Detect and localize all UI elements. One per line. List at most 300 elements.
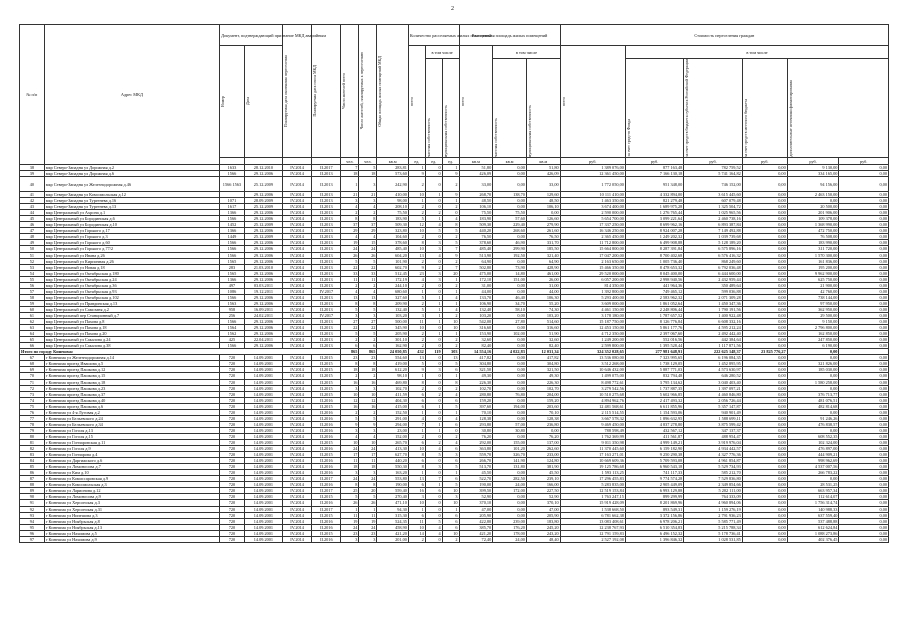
cell-cost-total: 2 163 650,00	[560, 258, 625, 264]
cell-cert-date: 14.09.2001	[244, 409, 282, 415]
cell-region: 6 444 600,00	[684, 270, 742, 276]
cell-area: 509,30	[377, 222, 408, 228]
cell-address: г Кинешма ул Комиссаровская д.9	[44, 476, 219, 482]
cell-region: 1 028 531,85	[684, 536, 742, 542]
cell-planned-completion: IV.2014	[283, 288, 312, 294]
cell-area-municipal: 321,40	[526, 252, 560, 258]
cell-rooms-total: 8	[408, 379, 425, 385]
cell-planned-completion: IV.2014	[283, 198, 312, 204]
cell-cost-total: 5 293 400,00	[560, 294, 625, 300]
cell-planned-completion: IV.2014	[283, 355, 312, 361]
cell-fund: 4 837 278,80	[625, 421, 683, 427]
cell-extra: 0,00	[787, 427, 839, 433]
cell-local: 0,00	[742, 470, 787, 476]
cell-region: 4 460 846,80	[684, 391, 742, 397]
cell-extra: 0,00	[787, 409, 839, 415]
cell-address: мкр Центральный ул Октябрьская д.24	[44, 276, 219, 282]
table-header	[20, 25, 889, 165]
cell-rooms-total: 5	[408, 306, 425, 312]
cell-planned-completion: IV.2014	[283, 500, 312, 506]
cell-cost-total: 2 599 800,00	[560, 343, 625, 349]
cell-cert-number: 720	[220, 458, 245, 464]
cell-residents: 33	[341, 270, 359, 276]
cell-address: мкр Центральный ул Правдинская д.13	[44, 300, 219, 306]
cell-region: 2 460 738,16	[684, 216, 742, 222]
cell-area-total: 542,00	[459, 319, 493, 325]
cell-fund: 6 496 152,32	[625, 530, 683, 536]
cell-local: 0,00	[742, 506, 787, 512]
cell-planned-demolition: II.2015	[312, 355, 341, 361]
cell-area: 327,60	[377, 294, 408, 300]
unit-blank	[220, 157, 245, 164]
cell-area-municipal: 76,50	[526, 234, 560, 240]
header-residents: Число жителей всего	[341, 25, 359, 158]
cell-rooms-municipal: 2	[442, 282, 459, 288]
cell-extra: 612 624,84	[787, 524, 839, 530]
cell-area-total: 72,40	[459, 536, 493, 542]
cell-residents-planned: 11	[359, 512, 377, 518]
cell-rooms-municipal: 10	[442, 319, 459, 325]
cell-number: 50	[20, 246, 45, 252]
cell-residents-planned: 3	[359, 177, 377, 192]
cell-rooms-total: 12	[408, 222, 425, 228]
cell-cost-total: 814 350,00	[560, 282, 625, 288]
cell-area-total: 133,70	[459, 294, 493, 300]
cell-cert-number: 720	[220, 415, 245, 421]
cell-rooms-municipal: 5	[442, 464, 459, 470]
unit-rub: руб.	[787, 157, 839, 164]
cell-area-municipal: 166,00	[526, 482, 560, 488]
cell-cost-total: 17 337 250,00	[560, 222, 625, 228]
cell-area-private: 0,00	[493, 433, 527, 439]
cell-region: 4 327 776,36	[684, 452, 742, 458]
cell-rooms-total: 1	[408, 470, 425, 476]
cell-planned-completion: IV.2014	[283, 367, 312, 373]
cell-rooms-municipal: 2	[442, 337, 459, 343]
cell-fund: 899 299,99	[625, 494, 683, 500]
cell-region: 1 039 739,68	[684, 234, 742, 240]
cell-region: 4 960 894,06	[684, 500, 742, 506]
cell-planned-completion: IV.2014	[283, 379, 312, 385]
cell-cost-total: 10 510 275,68	[560, 391, 625, 397]
cell-planned-completion: IV.2014	[283, 427, 312, 433]
cell-cert-number: 497	[220, 282, 245, 288]
cell-area-private: 0,00	[493, 385, 527, 391]
cell-number: 48	[20, 234, 45, 240]
cell-area: 201,00	[377, 536, 408, 542]
cell-rooms-total: 2	[408, 433, 425, 439]
cell-local: 0,00	[742, 373, 787, 379]
cell-address: мкр Центральный ул Горького д.3	[44, 234, 219, 240]
cell-fund: 7 323 995,65	[625, 355, 683, 361]
cell-cert-number: 1566	[220, 319, 245, 325]
cell-area: 270,40	[377, 494, 408, 500]
cell-residents: 4	[341, 204, 359, 210]
cell-residents-planned: 24	[359, 246, 377, 252]
cell-rooms-total: 6	[408, 439, 425, 445]
cell-local: 0,00	[742, 367, 787, 373]
cell-rooms-private: 0	[425, 506, 442, 512]
cell-area: 485,40	[377, 246, 408, 252]
cell-cost-total: 1 593 113,25	[560, 470, 625, 476]
cell-area: 512,45	[377, 270, 408, 276]
cell-cert-date: 29.12.2006	[244, 294, 282, 300]
cell-number: 84	[20, 458, 45, 464]
cell-rooms-private: 0	[425, 164, 442, 170]
cell-rooms-private: 0	[425, 204, 442, 210]
cell-area-municipal: 47,00	[526, 506, 560, 512]
cell-cost-total: 4 894 962,76	[560, 397, 625, 403]
cell-planned-completion: IV.2014	[283, 264, 312, 270]
cell-rooms-total: 9	[408, 264, 425, 270]
cell-fund: 2 998 940,56	[625, 276, 683, 282]
cell-residents: 3	[341, 313, 359, 319]
cell-extra2: 0,00	[839, 494, 889, 500]
cell-rooms-private: 0	[425, 373, 442, 379]
cell-area: 612,20	[377, 367, 408, 373]
cell-fund: 8 924 007,28	[625, 228, 683, 234]
cell-number: 73	[20, 391, 45, 397]
cell-residents-planned: 13	[359, 294, 377, 300]
cell-residents-planned: 2	[359, 373, 377, 379]
cell-local: 0,00	[742, 337, 787, 343]
cell-area-private: 75,50	[493, 210, 527, 216]
cell-residents: 4	[341, 433, 359, 439]
cell-area-private: 282,50	[493, 476, 527, 482]
cell-rooms-total: 2	[408, 210, 425, 216]
cell-cost-total: 10 111 410,00	[560, 192, 625, 198]
cell-extra2: 0,00	[839, 198, 889, 204]
cell-area-total: 159,20	[459, 397, 493, 403]
cell-local: 0,00	[742, 258, 787, 264]
cell-cert-date: 14.09.2001	[244, 458, 282, 464]
cell-cert-number: 1617	[220, 204, 245, 210]
cell-planned-completion: IV.2014	[283, 530, 312, 536]
cell-residents: 26	[341, 500, 359, 506]
cell-cert-number: 283	[220, 264, 245, 270]
cell-planned-completion: IV.2014	[283, 421, 312, 427]
cell-rooms-private: 1	[425, 192, 442, 198]
cell-extra: 738 144,00	[787, 294, 839, 300]
cell-planned-completion: IV.2014	[283, 276, 312, 282]
cell-number: 97	[20, 536, 45, 542]
cell-extra2: 0,00	[839, 385, 889, 391]
cell-fund: 6 611 855,96	[625, 403, 683, 409]
cell-planned-completion: IV.2014	[283, 258, 312, 264]
cell-address: мкр Северо-Западня ул Железнодорожная д.46	[44, 177, 219, 192]
cell-region: 5 202 111,00	[684, 488, 742, 494]
cell-extra2: 0,00	[839, 355, 889, 361]
cell-fund: 1 737 887,35	[625, 385, 683, 391]
cell-local: 0,00	[742, 421, 787, 427]
cell-extra2: 0,00	[839, 452, 889, 458]
cell-fund: 2 583 962,32	[625, 294, 683, 300]
cell-local: 0,00	[742, 494, 787, 500]
cell-area-municipal: 48,40	[526, 536, 560, 542]
cell-area: 209,90	[377, 300, 408, 306]
total-area: 24 050,85	[377, 349, 408, 355]
cell-address: г Кинешма ул Ларионова д.12	[44, 488, 219, 494]
cell-cert-number: 425	[220, 337, 245, 343]
cell-residents-planned: 4	[359, 234, 377, 240]
cell-residents: 24	[341, 446, 359, 452]
cell-cert-number: 1565	[220, 270, 245, 276]
cell-residents: 19	[341, 240, 359, 246]
cell-area-private: 34,70	[493, 300, 527, 306]
cell-extra2: 0,00	[839, 439, 889, 445]
cell-region: 350 489,64	[684, 282, 742, 288]
cell-cost-total: 1 249 200,00	[560, 337, 625, 343]
cell-extra2: 0,00	[839, 240, 889, 246]
cell-address: г Кинешма ул Гоголя д.13	[44, 427, 219, 433]
total-municipal: 303	[442, 349, 459, 355]
cell-rooms-total: 2	[408, 177, 425, 192]
cell-rooms-total: 10	[408, 246, 425, 252]
cell-extra2: 0,00	[839, 464, 889, 470]
cell-rooms-municipal: 4	[442, 294, 459, 300]
cell-cert-date: 25.12.2009	[244, 177, 282, 192]
cell-extra2: 0,00	[839, 518, 889, 524]
cell-region: 4 595 212,24	[684, 325, 742, 331]
cell-extra: 402 376,45	[787, 536, 839, 542]
cell-fund: 1 787 657,52	[625, 313, 683, 319]
cell-fund: 5 861 177,76	[625, 325, 683, 331]
cell-area-municipal: 33,00	[526, 177, 560, 192]
cell-cert-number: 720	[220, 530, 245, 536]
cell-rooms-municipal: 1	[442, 373, 459, 379]
cell-area-municipal: 55,20	[526, 300, 560, 306]
cell-area-total: 31,00	[459, 282, 493, 288]
cell-rooms-private: 4	[425, 524, 442, 530]
cell-cost-total: 2 527 192,08	[560, 536, 625, 542]
unit-rub: руб.	[742, 157, 787, 164]
cell-local: 0,00	[742, 476, 787, 482]
cell-region: 6 576 416,32	[684, 252, 742, 258]
cell-area-total: 76,50	[459, 234, 493, 240]
cell-area-municipal: 52,90	[526, 494, 560, 500]
unit-rub: руб.	[560, 157, 625, 164]
cell-region: 6 893 387,84	[684, 222, 742, 228]
cell-local: 0,00	[742, 276, 787, 282]
cell-area: 413,30	[377, 446, 408, 452]
cell-number: 38	[20, 164, 45, 170]
cell-cert-number: 1071	[220, 198, 245, 204]
cell-cert-number: 1564	[220, 325, 245, 331]
cell-extra: 444 909,21	[787, 452, 839, 458]
cell-rooms-private: 0	[425, 361, 442, 367]
cell-rooms-municipal: 20	[442, 270, 459, 276]
cell-area: 101,90	[377, 258, 408, 264]
cell-address: г Кинешма проезд Пашкова д.23	[44, 385, 219, 391]
cell-region: 5 178 736,41	[684, 530, 742, 536]
cell-rooms-municipal: 1	[442, 288, 459, 294]
cell-address: мкр Центральный ул Ивана д.26	[44, 252, 219, 258]
cell-number: 94	[20, 518, 45, 524]
cell-area: 604,20	[377, 252, 408, 258]
cell-cert-date: 14.09.2001	[244, 373, 282, 379]
cell-rooms-municipal: 8	[442, 379, 459, 385]
cell-rooms-total: 10	[408, 192, 425, 198]
cell-rooms-total: 6	[408, 482, 425, 488]
table-body	[20, 164, 889, 542]
cell-planned-demolition: II.2013	[312, 258, 341, 264]
total-label: Итого по городу Кинешма:	[20, 349, 341, 355]
cell-cost-total: 2 590 000,00	[560, 210, 625, 216]
cell-area-municipal: 279,90	[526, 222, 560, 228]
header-area-in-number: в том числе	[493, 46, 560, 59]
cell-planned-demolition: IV.2017	[312, 288, 341, 294]
cell-area-total: 132,40	[459, 306, 493, 312]
cell-cert-date: 14.09.2001	[244, 439, 282, 445]
cell-residents: 8	[341, 482, 359, 488]
cell-planned-completion: IV.2014	[283, 177, 312, 192]
cell-area-municipal: 316,60	[526, 325, 560, 331]
cell-area-private: 58,10	[493, 306, 527, 312]
cell-region: 6 575 896,16	[684, 246, 742, 252]
cell-area: 244,10	[377, 282, 408, 288]
cell-residents: 23	[341, 530, 359, 536]
cell-local: 0,00	[742, 458, 787, 464]
cell-residents: 37	[341, 222, 359, 228]
cell-area-municipal: 51,90	[526, 331, 560, 337]
cell-rooms-municipal: 2	[442, 258, 459, 264]
cell-residents-planned: 10	[359, 439, 377, 445]
cell-residents: 5	[341, 415, 359, 421]
cell-rooms-private: 2	[425, 391, 442, 397]
cell-rooms-total: 9	[408, 367, 425, 373]
cell-extra: 102 324,00	[787, 439, 839, 445]
cell-rooms-private: 0	[425, 500, 442, 506]
cell-residents-planned: 24	[359, 476, 377, 482]
cell-planned-completion: IV.2014	[283, 337, 312, 343]
cell-extra2: 0,00	[839, 458, 889, 464]
cell-area-municipal: 48,50	[526, 198, 560, 204]
cell-planned-demolition: II.2013	[312, 270, 341, 276]
cell-residents-planned: 4	[359, 433, 377, 439]
cell-planned-completion: IV.2014	[283, 171, 312, 177]
cell-address: г Кинешма ул Ноябрьская д.13	[44, 524, 219, 530]
cell-area-municipal: 32,60	[526, 337, 560, 343]
cell-rooms-municipal: 0	[442, 210, 459, 216]
cell-area-total: 292,00	[459, 439, 493, 445]
cell-rooms-municipal: 6	[442, 518, 459, 524]
cell-planned-completion: IV.2014	[283, 270, 312, 276]
header-planned-completion: Планируемая дата окончания переселения	[283, 25, 312, 158]
cell-rooms-total: 13	[408, 355, 425, 361]
cell-rooms-private: 1	[425, 331, 442, 337]
cell-address: г Кинешма ул 4-я Луговая д.2	[44, 409, 219, 415]
cell-cert-date: 29.12.2006	[244, 216, 282, 222]
unit-blank	[283, 157, 312, 164]
cell-region: 868 249,60	[684, 258, 742, 264]
cell-rooms-total: 11	[408, 319, 425, 325]
cell-area-private: 57,60	[493, 216, 527, 222]
cell-area: 469,80	[377, 379, 408, 385]
cell-fund: 2 248 806,44	[625, 306, 683, 312]
cell-number: 44	[20, 210, 45, 216]
cell-rooms-municipal: 2	[442, 204, 459, 210]
cell-area-municipal: 304,80	[526, 361, 560, 367]
cell-residents: 5	[341, 494, 359, 500]
cell-extra2: 0,00	[839, 409, 889, 415]
cell-planned-demolition: II.2013	[312, 210, 341, 216]
cell-extra: 321 826,00	[787, 361, 839, 367]
cell-residents-planned: 26	[359, 500, 377, 506]
cell-area: 152,50	[377, 409, 408, 415]
cell-area-municipal: 102,70	[526, 385, 560, 391]
cell-planned-completion: IV.2014	[283, 452, 312, 458]
unit-unit: ед.	[442, 157, 459, 164]
cell-number: 67	[20, 355, 45, 361]
cell-region: 1 400 922,48	[684, 313, 742, 319]
cell-number: 90	[20, 494, 45, 500]
cell-fund: 9 250 290,38	[625, 452, 683, 458]
header-rooms-total: всего	[408, 46, 425, 158]
cell-number: 69	[20, 367, 45, 373]
cell-cert-number: 720	[220, 379, 245, 385]
cell-local: 0,00	[742, 361, 787, 367]
cell-extra2: 0,00	[839, 246, 889, 252]
cell-planned-demolition: II.2013	[312, 294, 341, 300]
cell-rooms-private: 1	[425, 482, 442, 488]
cell-number: 87	[20, 476, 45, 482]
cell-cert-number: 1566 1563	[220, 177, 245, 192]
cell-extra2: 0,00	[839, 524, 889, 530]
cell-planned-demolition: II.2015	[312, 391, 341, 397]
header-area: Общая площадь жилых помещений МКД	[377, 25, 408, 158]
cell-local: 0,00	[742, 397, 787, 403]
cell-area-private: 0,00	[493, 506, 527, 512]
cell-extra: 362 950,00	[787, 306, 839, 312]
cell-residents-planned: 6	[359, 343, 377, 349]
total-local: 23 825 776,27	[742, 349, 787, 355]
cell-number: 76	[20, 409, 45, 415]
cell-rooms-municipal: 1	[442, 198, 459, 204]
cell-rooms-private: 1	[425, 319, 442, 325]
cell-rooms-municipal: 5	[442, 228, 459, 234]
cell-rooms-municipal: 4	[442, 306, 459, 312]
cell-area-total: 363,80	[459, 446, 493, 452]
cell-area: 242,90	[377, 177, 408, 192]
cell-residents-planned: 5	[359, 415, 377, 421]
cell-fund: 877 163,48	[625, 164, 683, 170]
cell-cert-date: 14.09.2001	[244, 518, 282, 524]
cell-residents: 21	[341, 192, 359, 198]
cell-residents-planned: 2	[359, 282, 377, 288]
cell-extra2: 0,00	[839, 536, 889, 542]
cell-residents-planned: 8	[359, 300, 377, 306]
table-row	[20, 536, 889, 542]
cell-area-municipal: 245,20	[526, 524, 560, 530]
cell-cert-date: 14.09.2001	[244, 403, 282, 409]
cell-residents: 7	[341, 164, 359, 170]
cell-cert-number: 720	[220, 433, 245, 439]
cell-number: 40	[20, 177, 45, 192]
cell-extra2: 0,00	[839, 427, 889, 433]
cell-address: г Кинешма проезд Пашкова д.40	[44, 397, 219, 403]
cell-area-private: 0,00	[493, 355, 527, 361]
cell-area-municipal: 262,60	[526, 446, 560, 452]
cell-area-municipal: 103,20	[526, 313, 560, 319]
cell-local: 0,00	[742, 216, 787, 222]
cell-address: г Кинешма ул Железнодорожная д.14	[44, 355, 219, 361]
cell-cert-number: 1563	[220, 300, 245, 306]
cell-cert-date: 14.09.2001	[244, 470, 282, 476]
cell-area-municipal: 137,00	[526, 439, 560, 445]
cell-area-total: 70,10	[459, 409, 493, 415]
cell-planned-completion: IV.2014	[283, 397, 312, 403]
cell-area: 315,30	[377, 512, 408, 518]
